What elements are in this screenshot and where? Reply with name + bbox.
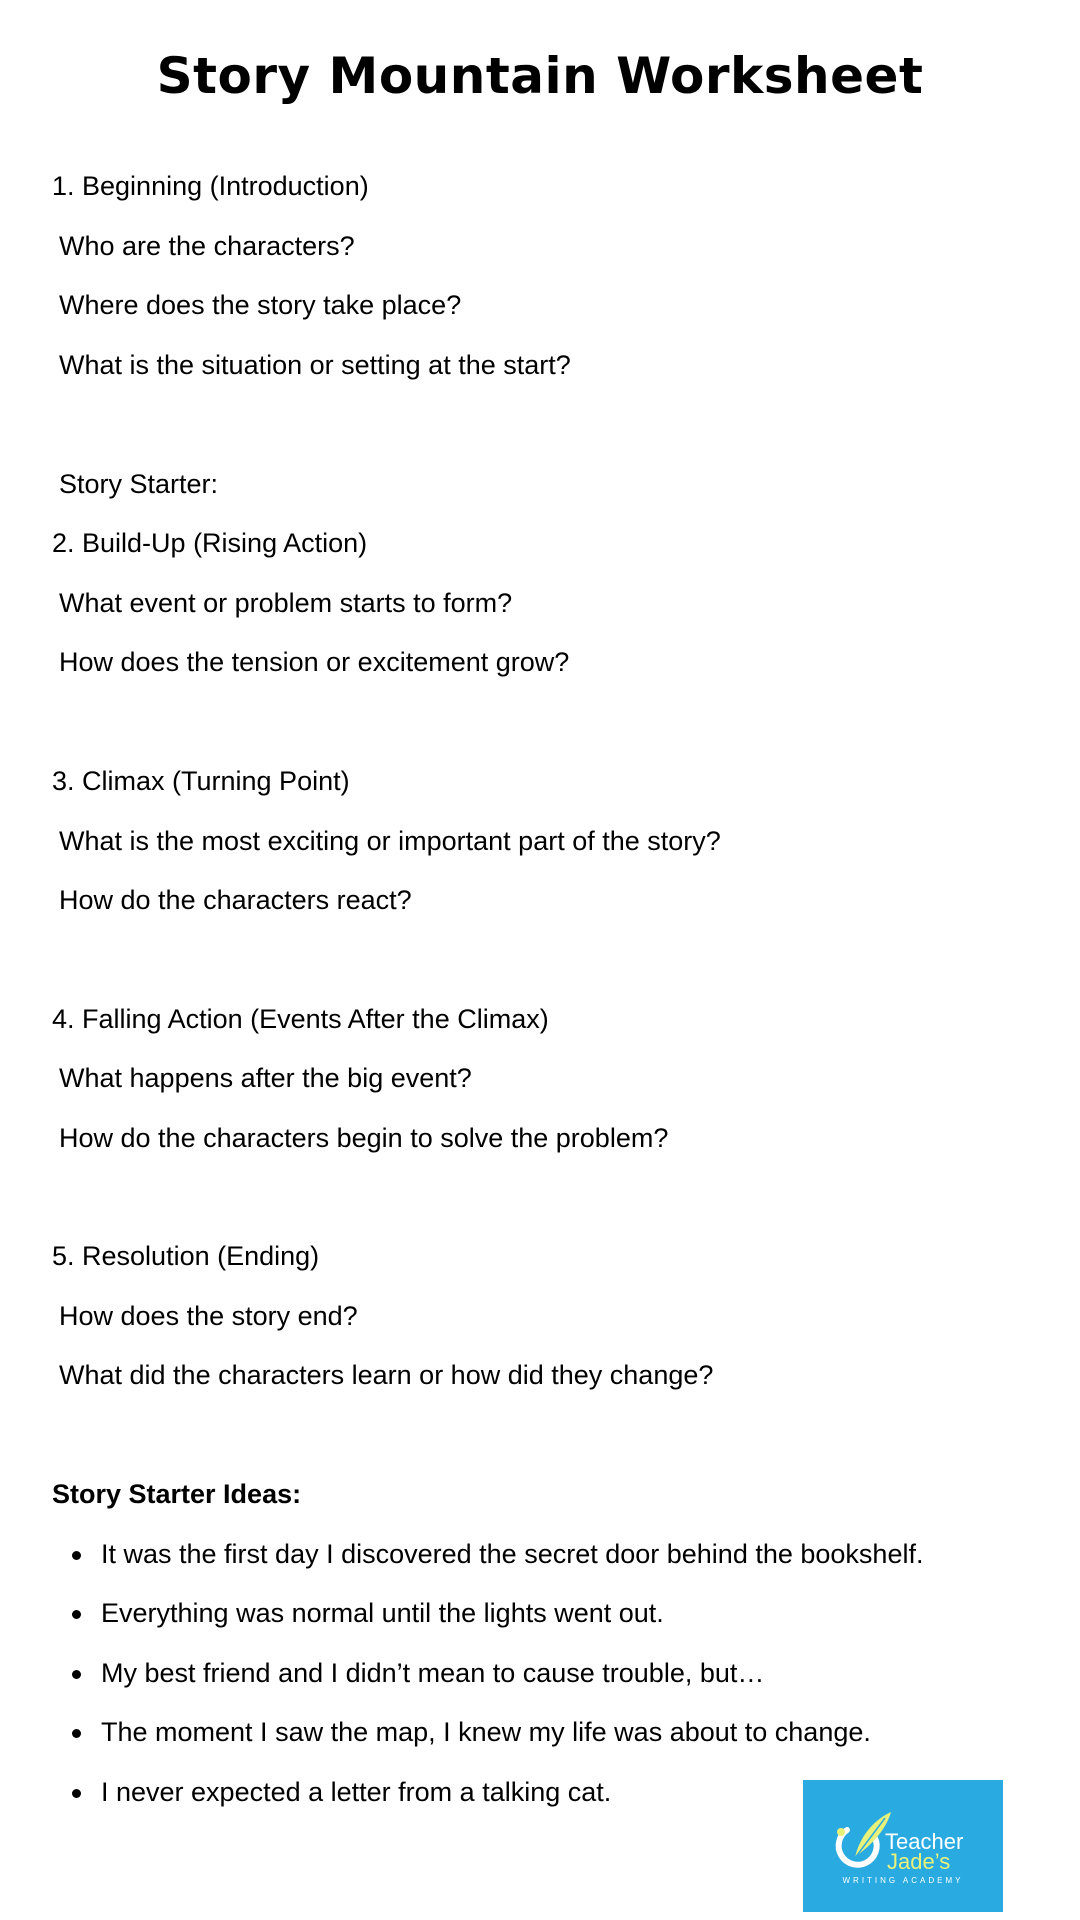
section-4-heading: 4. Falling Action (Events After the Climax) [52,1004,549,1034]
idea-text: Everything was normal until the lights went out. [101,1598,664,1628]
bullet-icon [72,1610,81,1619]
section-3-heading: 3. Climax (Turning Point) [52,766,350,796]
idea-text: It was the first day I discovered the secret door behind the bookshelf. [101,1539,924,1569]
bullet-icon [72,1729,81,1738]
idea-text: I never expected a letter from a talking cat. [101,1777,612,1807]
section-5-question-2: What did the characters learn or how did they change? [59,1360,714,1390]
section-3-question-1: What is the most exciting or important part of the story? [59,826,721,856]
page-title: Story Mountain Worksheet [156,47,924,105]
bullet-icon [72,1551,81,1560]
section-2-question-1: What event or problem starts to form? [59,588,513,618]
idea-text: The moment I saw the map, I knew my life was about to change. [101,1717,871,1747]
section-4-question-1: What happens after the big event? [59,1063,472,1093]
section-1-heading: 1. Beginning (Introduction) [52,171,369,201]
section-3-question-2: How do the characters react? [59,885,412,915]
logo-line-teacher: Teacher [885,1829,964,1854]
section-2-question-2: How does the tension or excitement grow? [59,647,570,677]
bullet-icon [72,1670,81,1679]
story-starter-label: Story Starter: [59,469,219,499]
logo-line-jades: Jade’s [887,1849,951,1874]
idea-text: My best friend and I didn’t mean to cause trouble, but… [101,1658,765,1688]
section-1-question-3: What is the situation or setting at the start? [59,350,571,380]
section-1-question-1: Who are the characters? [59,231,355,261]
logo-line-academy: WRITING ACADEMY [842,1876,964,1885]
bullet-icon [72,1789,81,1798]
section-5-question-1: How does the story end? [59,1301,358,1331]
ideas-heading: Story Starter Ideas: [52,1479,302,1509]
section-5-heading: 5. Resolution (Ending) [52,1241,320,1271]
section-2-heading: 2. Build-Up (Rising Action) [52,528,368,558]
teacher-jades-logo [803,1780,1003,1912]
section-4-question-2: How do the characters begin to solve the problem? [59,1123,669,1153]
section-1-question-2: Where does the story take place? [59,290,462,320]
